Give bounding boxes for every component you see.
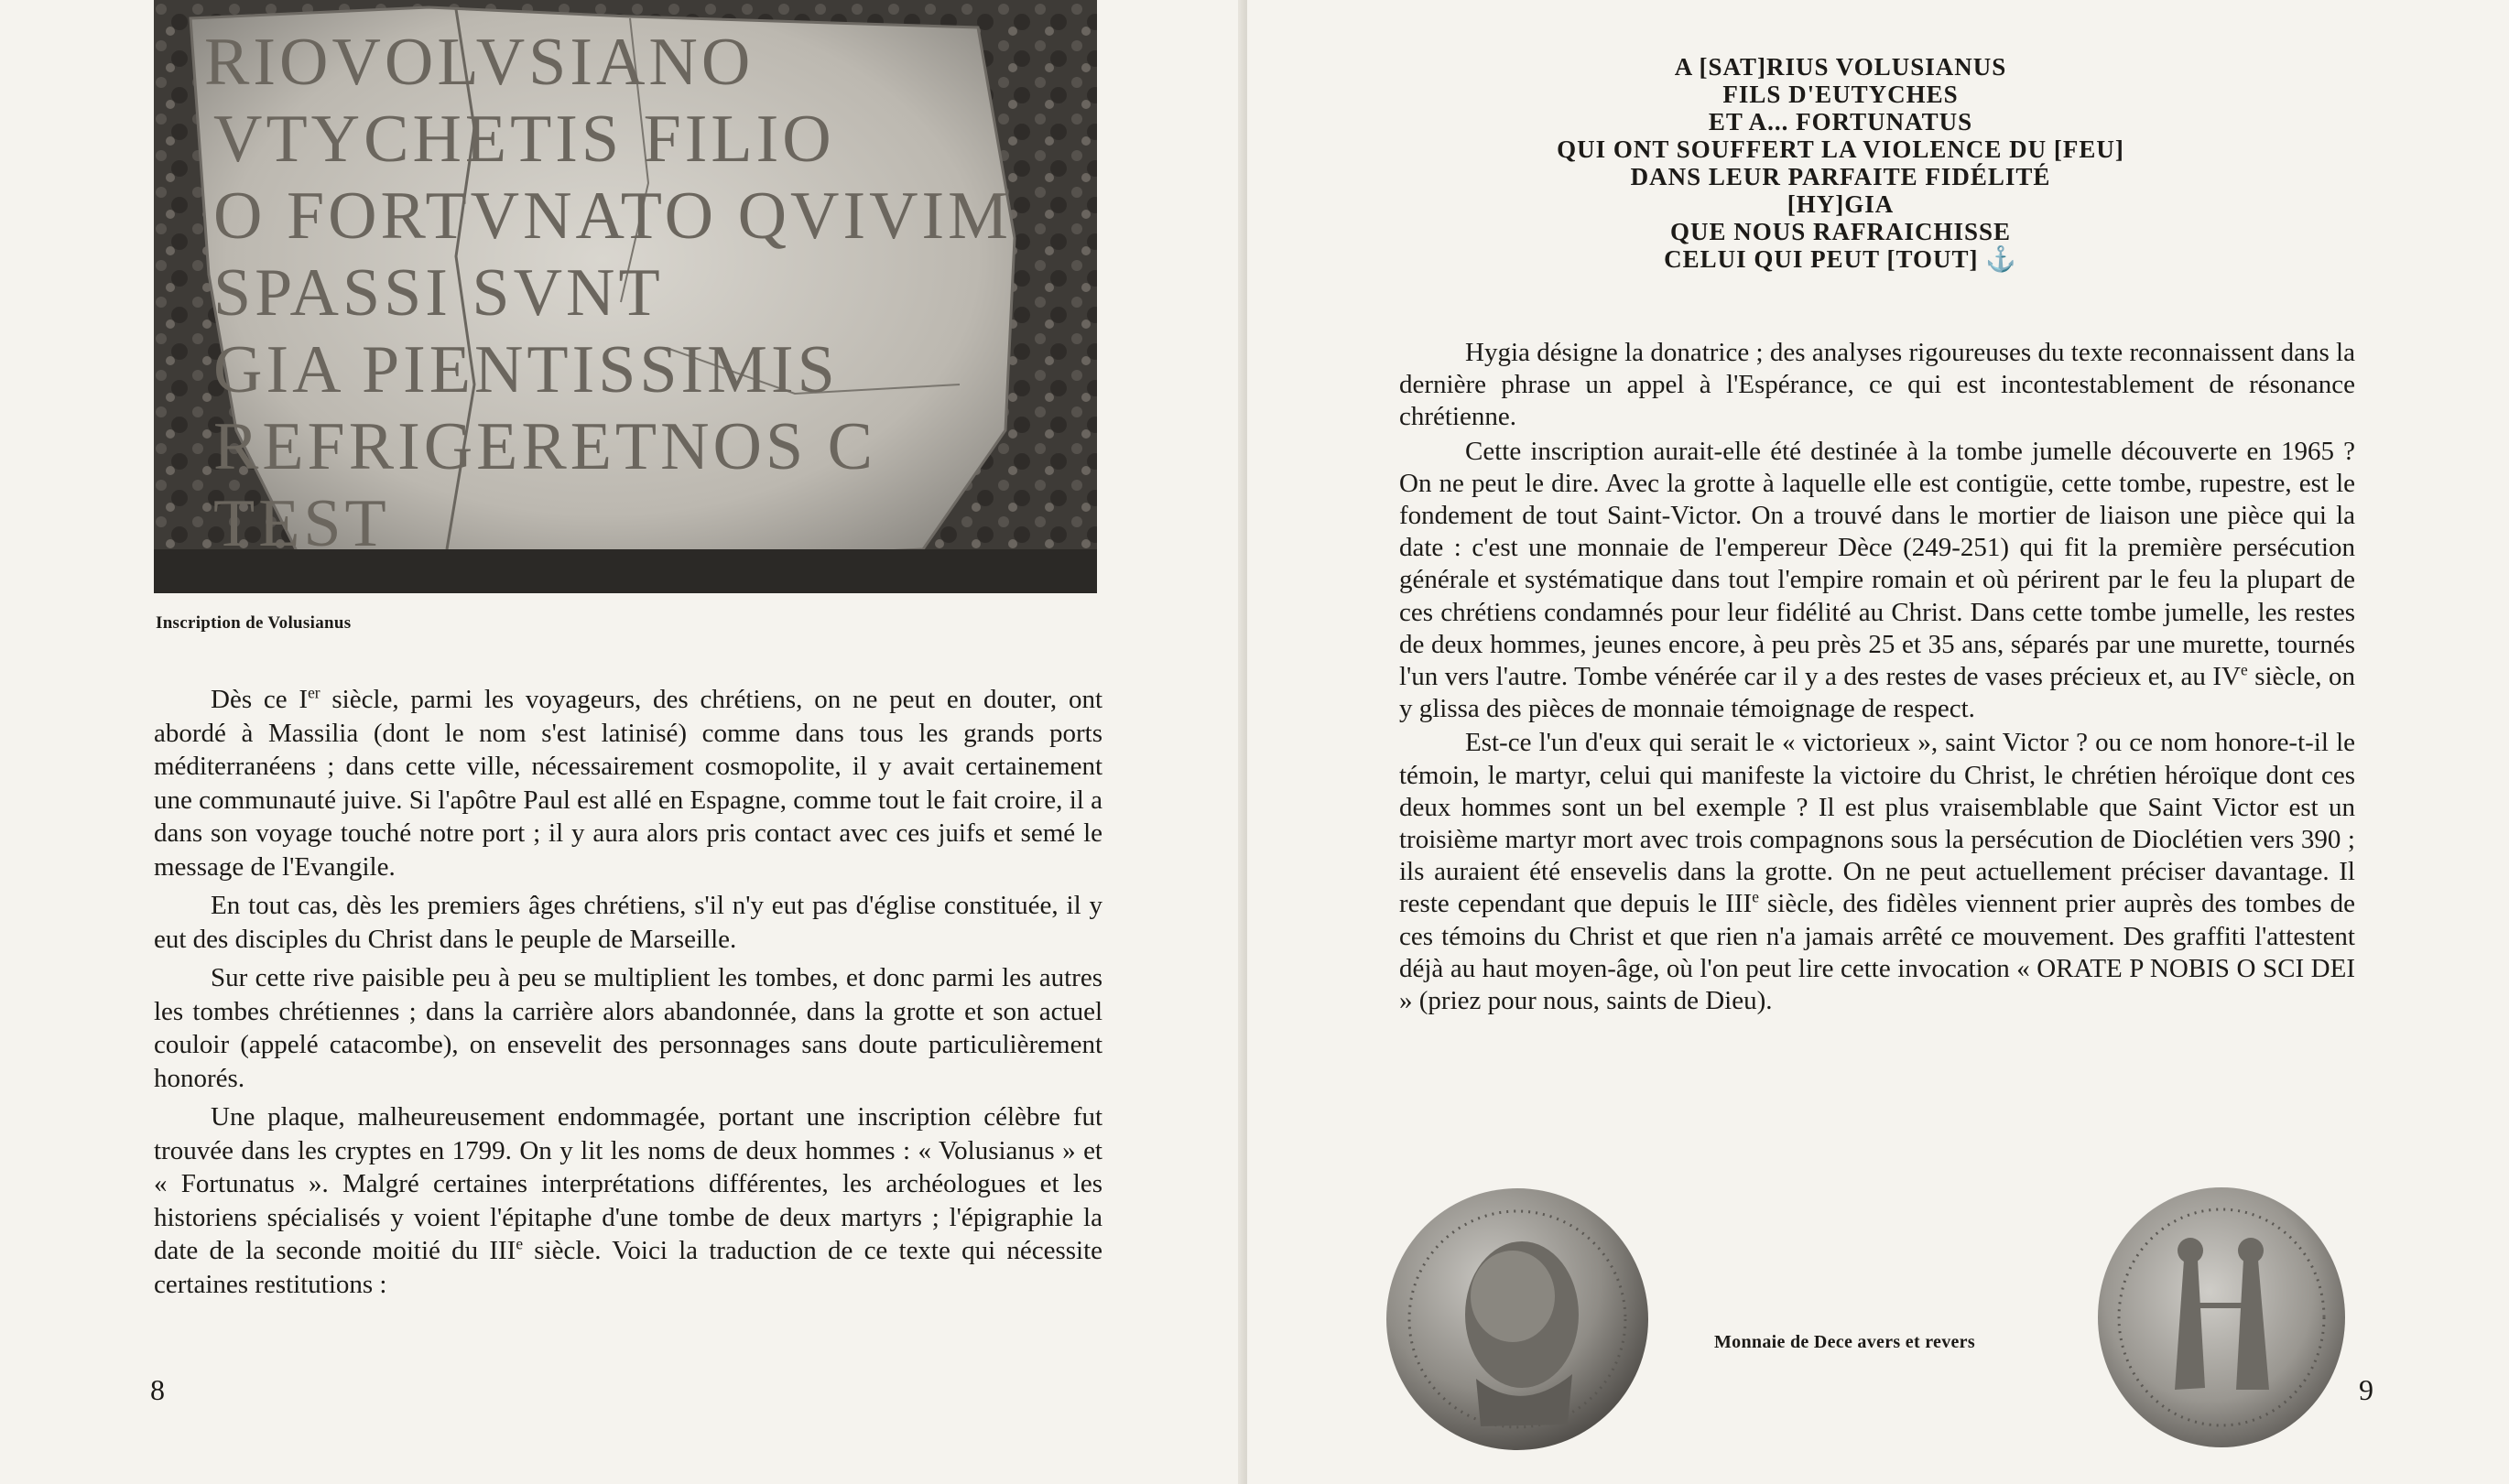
inscription-translation [1502, 53, 2179, 273]
inscription-line: VTYCHETIS FILIO [213, 102, 835, 177]
translation-line: [HY]GIA [1787, 190, 1895, 218]
inscription-line: GIA PIENTISSIMIS [213, 332, 839, 407]
paragraph: Hygia désigne la donatrice ; des analyses rigoureuses du texte reconnaissent dans la dernière phrase un appel à l'Espérance, ce qui est incontestablement de résonance chrétienne. [1399, 338, 2355, 432]
translation-line: FILS D'EUTYCHES [1722, 81, 1959, 108]
coin-obverse-image [1385, 1186, 1650, 1452]
inscription-line: O FORTVNATO QVIVIM [213, 179, 1012, 254]
paragraph: Dès ce Ier siècle, parmi les voyageurs, des chrétiens, on ne peut en douter, ont abordé à Massilia (dont le nom s'est latinisé) comme dans tous les grands ports méditerranéens ; dans cette ville, nécessairement cosmopolite, il y avait certainement une communauté juive. Si l'apôtre Paul est allé en Espagne, comme tout le fait croire, il a dans son voyage touché notre port ; il y aura alors pris contact avec ces juifs et semé le message de l'Evangile. [154, 683, 1102, 882]
paragraph: Une plaque, malheureusement endommagée, portant une inscription célèbre fut trouvée dans les cryptes en 1799. On y lit les noms de deux hommes : « Volusianus » et « Fortunatus ». Malgré certaines interprétations différentes, les archéologues et les historiens spécialisés y voient l'épitaphe d'une tombe de deux martyrs ; l'épigraphie la date de la seconde moitié du IIIe siècle. Voici la traduction de ce texte qui nécessite certaines restitutions : [154, 1102, 1102, 1299]
coin-reverse-image [2097, 1186, 2346, 1448]
inscription-line: TEST [213, 486, 390, 561]
translation-line: ET A... FORTUNATUS [1708, 108, 1973, 135]
inscription-photo [154, 0, 1097, 593]
right-body-text [1399, 337, 2355, 1019]
inscription-line: RIOVOLVSIANO [204, 25, 755, 100]
translation-line: DANS LEUR PARFAITE FIDÉLITÉ [1630, 163, 2051, 190]
paragraph: Cette inscription aurait-elle été destinée à la tombe jumelle découverte en 1965 ? On ne peut le dire. Avec la grotte à laquelle elle est contigüe, cette tombe, rupestre, est le fondement de tout Saint-Victor. On a trouvé dans le mortier de liaison une pièce qui la date : c'est une monnaie de l'empereur Dèce (249-251) qui fit la première persécution générale et systématique dans tout l'empire romain et où périrent par le feu la plupart de ces chrétiens condamnés pour leur fidélité au Christ. Dans cette tombe jumelle, les restes de deux hommes, jeunes encore, à peu près 25 et 35 ans, séparés par une murette, tournés l'un vers l'autre. Tombe vénérée car il y a des restes de vases précieux et, au IVe siècle, on y glissa des pièces de monnaie témoignage de respect. [1399, 436, 2355, 724]
left-body-text [154, 683, 1102, 1306]
paragraph: Sur cette rive paisible peu à peu se multiplient les tombes, et donc parmi les autres les tombes chrétiennes ; dans la carrière alors abandonnée, dans la grotte et son actuel couloir (appelé catacombe), on ensevelit des personnages sans doute particulièrement honorés. [154, 963, 1102, 1093]
page-number: 9 [2359, 1373, 2373, 1406]
translation-line: A [SAT]RIUS VOLUSIANUS [1674, 53, 2007, 81]
photo-caption: Inscription de Volusianus [156, 613, 352, 633]
inscription-line: SPASSI SVNT [213, 255, 664, 330]
inscription-line: REFRIGERETNOS C [213, 409, 877, 484]
left-page [0, 0, 1244, 1484]
paragraph: Est-ce l'un d'eux qui serait le « victorieux », saint Victor ? ou ce nom honore-t-il le témoin, le martyr, celui qui manifeste la victoire du Christ, le chrétien héroïque dont ces deux hommes sont un bel exemple ? Il est plus vraisemblable que Saint Victor est un troisième martyr mort avec trois compagnons sous la persécution de Dioclétien vers 390 ; ils auraient été ensevelis dans la grotte. On ne peut actuellement préciser davantage. Il reste cependant que depuis le IIIe siècle, des fidèles viennent prier auprès des tombes de ces témoins du Christ et que rien n'a jamais arrêté ce mouvement. Des graffiti l'attestent déjà au haut moyen-âge, où l'on peut lire cette invocation « ORATE P NOBIS O SCI DEI » (priez pour nous, saints de Dieu). [1399, 728, 2355, 1016]
page-number: 8 [150, 1373, 165, 1406]
coin-caption: Monnaie de Dece avers et revers [1714, 1332, 1975, 1352]
translation-line: QUI ONT SOUFFERT LA VIOLENCE DU [FEU] [1557, 135, 2124, 163]
translation-line: QUE NOUS RAFRAICHISSE [1669, 218, 2012, 245]
translation-line: CELUI QUI PEUT [TOUT] ⚓ [1664, 245, 2017, 273]
paragraph: En tout cas, dès les premiers âges chrétiens, s'il n'y eut pas d'église constituée, il y eut des disciples du Christ dans le peuple de Marseille. [154, 891, 1102, 954]
